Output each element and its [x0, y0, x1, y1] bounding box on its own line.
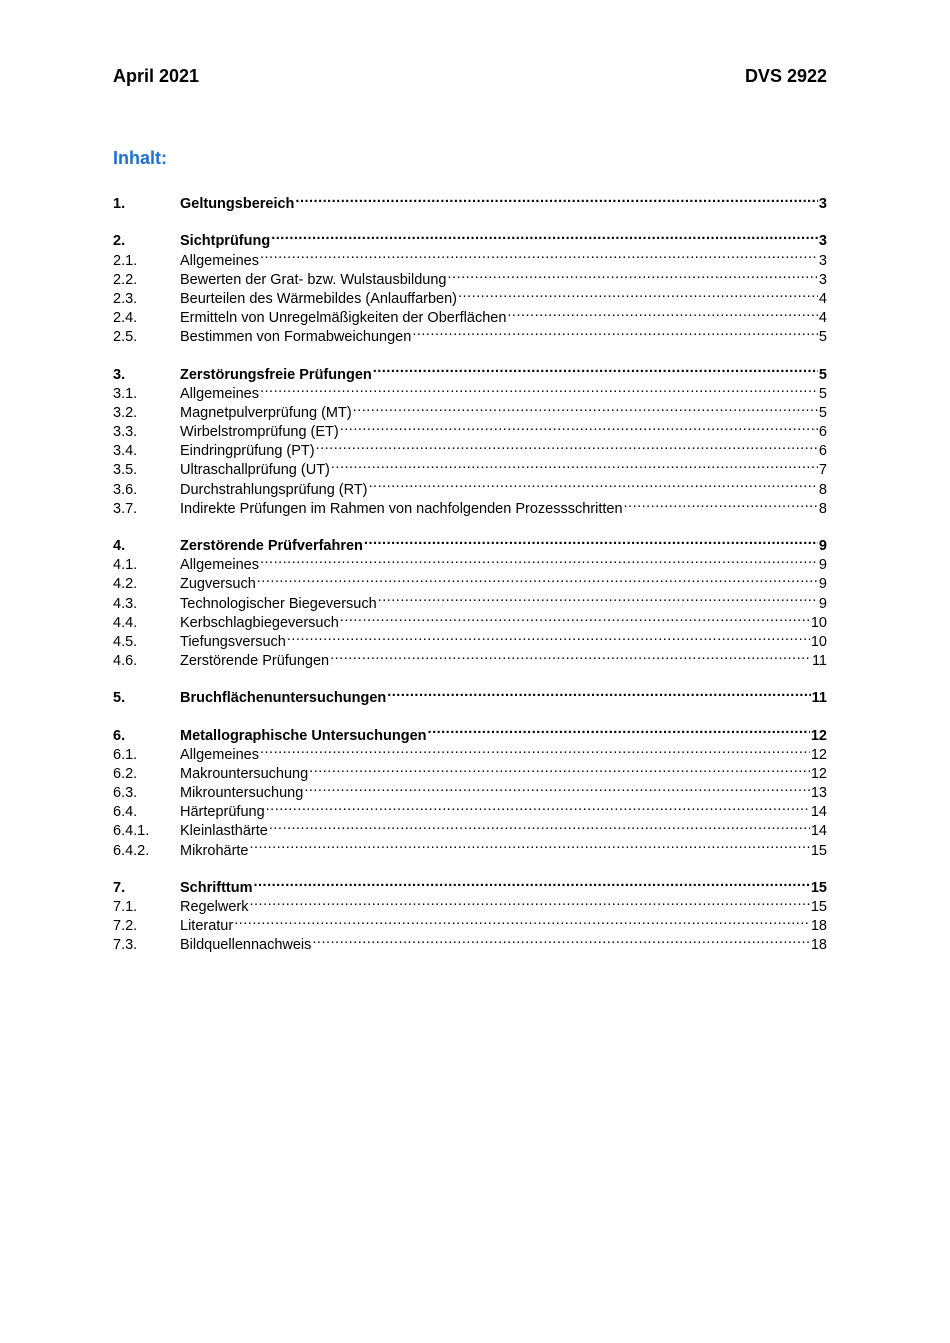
toc-entry-number: 2.4.	[113, 310, 138, 327]
toc-dot-leader	[340, 608, 810, 627]
toc-dot-leader	[448, 265, 818, 284]
toc-dot-leader	[507, 303, 818, 322]
toc-entry-number: 3.1.	[113, 385, 138, 402]
toc-entry-number: 4.3.	[113, 595, 138, 612]
toc-entry-number: 4.2.	[113, 576, 138, 593]
toc-entry-number: 4.	[113, 538, 126, 554]
toc-entry-page: 8	[818, 481, 827, 498]
toc-entry-number: 7.1.	[113, 899, 138, 915]
toc-entry-page: 5	[818, 366, 827, 383]
toc-entry-title: Sichtprüfung	[180, 233, 271, 250]
toc-entry-number: 6.	[113, 727, 126, 744]
toc-entry-title: Makrountersuchung	[180, 765, 309, 782]
toc-entry-number: 6.3.	[113, 785, 138, 802]
toc-dot-leader	[269, 816, 810, 835]
toc-entry-page: 10	[810, 633, 827, 650]
toc-dot-leader	[250, 892, 810, 911]
toc-entry-title: Regelwerk	[180, 899, 249, 915]
toc-entry-number: 6.4.1.	[113, 823, 150, 840]
toc-dot-leader	[250, 835, 810, 854]
toc-entry-page: 3	[818, 252, 827, 269]
toc-entry-page: 3	[818, 271, 827, 288]
toc-entry-number: 7.2.	[113, 918, 138, 935]
toc-entry-title: Allgemeines	[180, 252, 259, 269]
toc-entry-title: Technologischer Biegeversuch	[180, 595, 377, 612]
toc-dot-leader	[340, 417, 818, 436]
toc-dot-leader	[271, 226, 818, 245]
toc-entry-page: 7	[818, 462, 827, 479]
toc-entry-number: 6.4.	[113, 804, 138, 821]
toc-dot-leader	[260, 379, 818, 398]
toc-entry-number: 2.1.	[113, 252, 138, 269]
toc-dot-leader	[373, 359, 818, 378]
page-header	[113, 66, 827, 92]
toc-entry-page: 14	[810, 804, 827, 821]
toc-entry-page: 12	[810, 727, 827, 744]
toc-entry-title: Literatur	[180, 918, 234, 935]
toc-entry-page: 15	[810, 879, 827, 896]
toc-entry-title: Wirbelstromprüfung (ET)	[180, 424, 339, 441]
toc-dot-leader	[353, 398, 818, 417]
toc-entry-page: 15	[810, 842, 827, 859]
toc-entry-title: Zugversuch	[180, 576, 256, 593]
toc-entry-number: 4.6.	[113, 653, 138, 670]
toc-entry-title: Durchstrahlungsprüfung (RT)	[180, 481, 368, 498]
header-document-code: DVS 2922	[744, 66, 827, 86]
toc-entry-3[interactable]	[113, 359, 827, 383]
header-date: April 2021	[113, 66, 200, 86]
toc-entry-page: 12	[810, 746, 827, 763]
toc-entry-page: 15	[810, 899, 827, 915]
toc-entry-6[interactable]	[113, 720, 827, 744]
toc-entry-page: 12	[810, 765, 827, 782]
toc-entry-title: Kerbschlagbiegeversuch	[180, 614, 339, 631]
toc-entry-page: 11	[811, 690, 827, 707]
toc-entry-number: 2.3.	[113, 290, 138, 307]
toc-entry-title: Tiefungsversuch	[180, 633, 286, 650]
toc-entry-page: 4	[818, 290, 827, 307]
toc-entry-title: Mikrohärte	[180, 842, 249, 859]
toc-entry-2[interactable]	[113, 226, 827, 250]
toc-heading: Inhalt:	[113, 148, 167, 168]
toc-dot-leader	[412, 322, 818, 341]
toc-entry-number: 3.3.	[113, 424, 138, 441]
toc-dot-leader	[428, 720, 810, 739]
toc-entry-title: Eindringprüfung (PT)	[180, 443, 315, 460]
toc-dot-leader	[266, 797, 810, 816]
toc-entry-title: Indirekte Prüfungen im Rahmen von nachfolgenden Prozessschritten	[180, 500, 623, 517]
toc-entry-title: Kleinlasthärte	[180, 823, 268, 840]
toc-dot-leader	[458, 284, 818, 303]
toc-dot-leader	[369, 474, 818, 493]
toc-entry-title: Zerstörungsfreie Prüfungen	[180, 366, 372, 383]
toc-dot-leader	[254, 873, 810, 892]
toc-entry-title: Bruchflächenuntersuchungen	[180, 690, 387, 707]
toc-entry-page: 6	[818, 443, 827, 460]
toc-entry-title: Geltungsbereich	[180, 196, 295, 213]
toc-entry-page: 5	[818, 329, 827, 346]
toc-entry-page: 4	[818, 310, 827, 327]
toc-entry-page: 6	[818, 424, 827, 441]
toc-entry-number: 3.2.	[113, 404, 138, 421]
toc-entry-5[interactable]	[113, 683, 827, 707]
toc-entry-title: Magnetpulverprüfung (MT)	[180, 404, 352, 421]
toc-dot-leader	[260, 740, 810, 759]
toc-dot-leader	[287, 627, 810, 646]
toc-dot-leader	[330, 646, 811, 665]
toc-entry-title: Allgemeines	[180, 746, 259, 763]
toc-dot-leader	[309, 759, 810, 778]
toc-dot-leader	[387, 683, 810, 702]
toc-entry-number: 4.1.	[113, 557, 138, 574]
toc-entry-number: 4.4.	[113, 614, 138, 631]
toc-entry-page: 11	[811, 653, 827, 670]
toc-dot-leader	[295, 189, 818, 208]
toc-entry-title: Bestimmen von Formabweichungen	[180, 329, 412, 346]
toc-dot-leader	[260, 550, 818, 569]
toc-entry-page: 9	[818, 595, 827, 612]
toc-entry-1[interactable]	[113, 189, 827, 213]
toc-entry-page: 3	[818, 196, 827, 213]
toc-dot-leader	[260, 245, 818, 264]
toc-entry-number: 3.5.	[113, 462, 138, 479]
toc-entry-number: 6.1.	[113, 746, 138, 763]
toc-entry-page: 9	[818, 538, 827, 554]
toc-entry-title: Metallographische Untersuchungen	[180, 727, 427, 744]
toc-entry-page: 3	[818, 233, 827, 250]
toc-entry-title: Zerstörende Prüfverfahren	[180, 538, 363, 554]
toc-dot-leader	[304, 778, 810, 797]
toc-dot-leader	[331, 455, 818, 474]
toc-dot-leader	[624, 494, 818, 513]
toc-entry-number: 2.	[113, 233, 126, 250]
toc-dot-leader	[316, 436, 818, 455]
toc-entry-number: 7.	[113, 879, 126, 896]
toc-entry-number: 2.2.	[113, 271, 138, 288]
toc-entry-number: 1.	[113, 196, 126, 213]
toc-entry-title: Bildquellennachweis	[180, 937, 312, 954]
toc-entry-number: 7.3.	[113, 937, 138, 954]
table-of-contents	[113, 189, 827, 954]
toc-entry-page: 5	[818, 404, 827, 421]
toc-entry-number: 3.	[113, 366, 126, 383]
toc-entry-number: 4.5.	[113, 633, 138, 650]
toc-entry-page: 8	[818, 500, 827, 517]
toc-entry-title: Beurteilen des Wärmebildes (Anlauffarben)	[180, 290, 457, 307]
toc-entry-page: 13	[810, 785, 827, 802]
toc-entry-number: 3.6.	[113, 481, 138, 498]
toc-entry-title: Bewerten der Grat- bzw. Wulstausbildung	[180, 271, 447, 288]
toc-entry-title: Allgemeines	[180, 557, 259, 574]
toc-entry-title: Allgemeines	[180, 385, 259, 402]
toc-entry-title: Ermitteln von Unregelmäßigkeiten der Oberflächen	[180, 310, 507, 327]
toc-entry-number: 5.	[113, 690, 126, 707]
toc-entry-number: 6.4.2.	[113, 842, 150, 859]
toc-dot-leader	[257, 569, 818, 588]
toc-entry-number: 6.2.	[113, 765, 138, 782]
toc-entry-4[interactable]	[113, 531, 827, 554]
toc-entry-number: 3.4.	[113, 443, 138, 460]
toc-entry-number: 2.5.	[113, 329, 138, 346]
toc-entry-page: 14	[810, 823, 827, 840]
toc-entry-title: Schrifttum	[180, 879, 253, 896]
toc-entry-title: Ultraschallprüfung (UT)	[180, 462, 330, 479]
toc-entry-title: Härteprüfung	[180, 804, 265, 821]
toc-entry-page: 10	[810, 614, 827, 631]
toc-entry-page: 18	[810, 918, 827, 935]
toc-entry-page: 9	[818, 557, 827, 574]
toc-entry-page: 18	[810, 937, 827, 954]
toc-dot-leader	[234, 911, 810, 930]
toc-entry-page: 5	[818, 385, 827, 402]
toc-dot-leader	[312, 930, 809, 949]
toc-dot-leader	[378, 588, 818, 607]
toc-dot-leader	[364, 531, 818, 550]
toc-entry-number: 3.7.	[113, 500, 138, 517]
toc-entry-page: 9	[818, 576, 827, 593]
toc-entry-title: Zerstörende Prüfungen	[180, 653, 330, 670]
toc-entry-7[interactable]	[113, 873, 827, 896]
toc-entry-title: Mikrountersuchung	[180, 785, 304, 802]
